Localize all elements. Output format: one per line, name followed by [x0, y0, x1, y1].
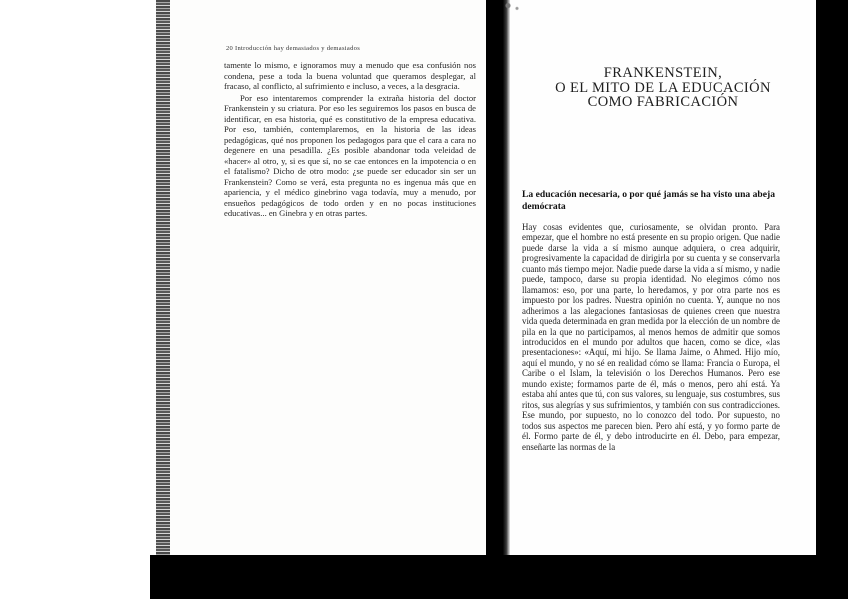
scan-bottom-border	[150, 555, 848, 599]
chapter-title-line-2: O EL MITO DE LA EDUCACIÓN	[555, 79, 771, 96]
scan-left-edge	[0, 0, 172, 599]
right-paragraph-1: Hay cosas evidentes que, curiosamente, se olvidan pronto. Para empezar, que el hombre no está presente en su propio origen. Que nadie puede darse la vida a sí mismo aunque adquiera, o crea adquirir, progresivamente la capacidad de dirigirla por su cuenta y se conservarla cuanto más tiempo mejor. Nadie puede darse la vida a sí mismo, y nadie puede, tampoco, darse su propia identidad. No elegimos cómo nos llamamos: eso, por una parte, lo heredamos, y por otra parte nos es impuesto por los padres. Nuestra opinión no cuenta. Y, aunque no nos adherimos a las alegaciones fantasiosas de quienes creen que nuestra vida queda determinada en gran medida por la elección de un nombre de pila en la que no participamos, al menos hemos de admitir que somos introducidos en el mundo por adultos que hacen, como se dice, «las presentaciones»: «Aquí, mi hijo. Se llama Jaime, o Ahmed. Hijo mío, aquí el mundo, y no sé en realidad cómo se llama: Francia o Europa, el Caribe o el Islam, la televisión o los Derechos Humanos. Pero ese mundo existe; formamos parte de él, más o menos, pero ahí está. Ya estaba ahí antes que tú, con sus valores, su lenguaje, sus costumbres, sus ritos, sus alegrías y sus sufrimientos, y también con sus contradicciones. Ese mundo, por supuesto, no lo conozco del todo. Por supuesto, no todos sus aspectos me parecen bien. Pero ahí está, y yo formo parte de él. Formo parte de él, y debo introducirte en él. Debo, para empezar, enseñarte las normas de la	[522, 222, 780, 452]
scan-right-border	[816, 0, 848, 599]
section-heading: La educación necesaria, o por qué jamás se ha visto una abeja demócrata	[522, 189, 775, 212]
left-paragraph-2: Por eso intentaremos comprender la extraña historia del doctor Frankenstein y su criatura. Por eso les seguiremos los pasos en busca de identificar, en esa historia, qué es constitutivo de la empresa educativa. Por eso, también, contemplaremos, en la historia de las ideas pedagógicas, qué nos proponen los pedagogos para que el cara a cara no degenere en una pesadilla. ¿Es posible abandonar toda veleidad de «hacer» al otro, y, si es que sí, no se cae entonces en la impotencia o en el fatalismo? Dicho de otro modo: ¿se puede ser educador sin ser un Frankenstein? Como se verá, esta pregunta no es ingenua más que en apariencia, y el médico ginebrino vaga todavía, muy a menudo, por ensueños pedagógicos de todo orden y en no pocas instituciones educativas... en Ginebra y en otras partes.	[224, 92, 476, 218]
left-paragraph-1: tamente lo mismo, e ignoramos muy a menudo que esa confusión nos condena, pese a toda la buena voluntad que queramos desplegar, al fracaso, al conflicto, al sufrimiento e incluso, a veces, a la desgracia.	[224, 60, 476, 91]
chapter-title-line-3: COMO FABRICACIÓN	[587, 94, 739, 110]
chapter-title	[535, 66, 791, 110]
chapter-title-line-1: FRANKENSTEIN,	[603, 65, 723, 81]
scan-speck	[496, 0, 526, 14]
running-head: 20 Introducción hay demasiados y demasiados	[226, 45, 361, 52]
right-page-body	[522, 222, 780, 452]
book-spine-shadow	[486, 0, 510, 560]
left-page-body	[224, 60, 476, 219]
